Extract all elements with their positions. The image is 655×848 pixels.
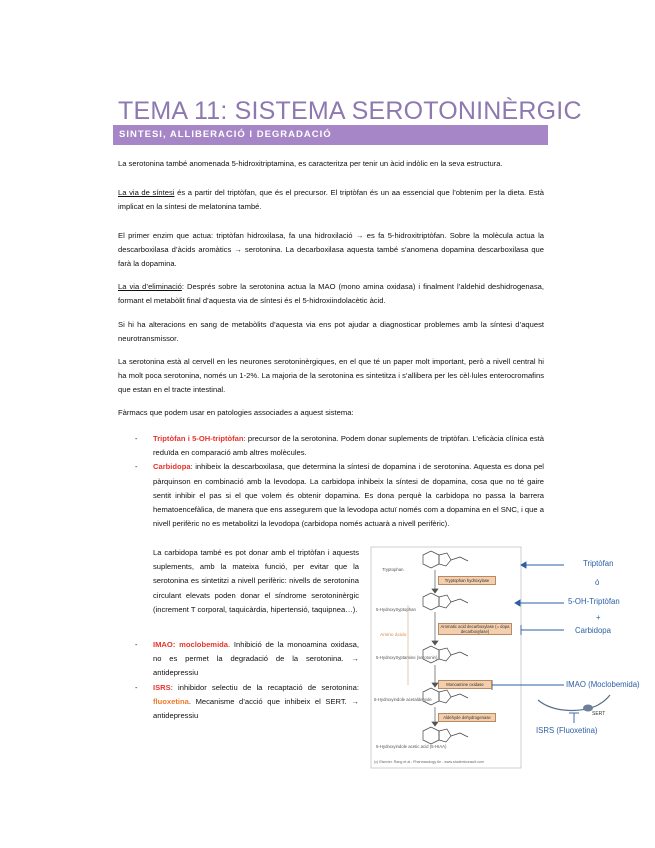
paragraph-location: La serotonina està al cervell en les neurones serotoninèrgiques, en el que té un paper molt important, però a nivell central hi ha molt poca serotonina, només un 1-2%. La majoria de la serotonina es sintetitza i s’allibera per les cèl·lules enterocromafins que estan en el tracte intestinal. (118, 357, 544, 395)
paragraph-elimination (118, 280, 544, 308)
annotation-sert: SERT (592, 711, 606, 717)
elimination-label: La via d’eliminació (118, 282, 182, 291)
annotation-carbidopa: Carbidopa (575, 626, 611, 635)
paragraph-intro: La serotonina també anomenada 5-hidroxitriptamina, es caracteritza per tenir un àcid indòlic en la seva estructura. (118, 159, 503, 168)
serotonin-pathway-figure (368, 545, 640, 771)
drug-list (118, 432, 544, 531)
annotation-o: ó (595, 578, 600, 587)
drug-description: . Inhibició de la monoamina oxidasa, no es permet la degradació de la serotonina. → antidepressiu (153, 640, 359, 678)
enzyme-aromatic-decarboxylase: Aromatic acid decarboxylase (= dopa decarboxylase) (438, 623, 512, 635)
label-aldehyde: 5-Hydroxyindole acetaldehyde (374, 697, 432, 702)
drug-item-isrs (118, 681, 359, 724)
annotation-triptofan: Triptòfan (583, 559, 614, 568)
drug-name: ISRS (153, 682, 171, 692)
annotation-plus: + (596, 613, 601, 622)
drug-description: : inhibeix la descarboxilasa, que determina la síntesi de dopamina i de serotonina. Aquesta es dona pel pàrquinson en combinació amb la levodopa. La carbidopa inhibeix la síntesi de dopamina, cosa que no té gaire sentit inhibir el pas si el que volem és obtenir dopamina. Es dona perquè la carbidopa no passa la barrera hematoencefàlica, de manera que ens assegurem que la levodopa actuï només com a dopamina en el SNC, i que a nivell perifèric no es metabolitzi la levodopa (carbidopa només actuarà a nivell perifèric). (153, 462, 544, 529)
annotation-5oh-triptofan: 5-OH-Triptòfan (568, 597, 620, 606)
drug-fluoxetina: fluoxetina (153, 696, 189, 706)
label-tryptophan: Tryptophan (382, 567, 404, 572)
annotation-isrs: ISRS (Fluoxetina) (536, 726, 598, 735)
enzyme-aldehyde-dehydrogenase: Aldehyde dehydrogenase (438, 713, 496, 722)
drug-carbidopa-continuation: La carbidopa també es pot donar amb el triptòfan i aquests suplements, amb la mateixa funció, per evitar que la serotonina es sintetitzi a nivell perifèric: nivells de serotonina circulant elevats poden donar el síndrome serotoninèrgic (increment T corporal, taquicàrdia, hipertensió, taquipnea…). (153, 548, 359, 614)
paragraph-enzymes: El primer enzim que actua: triptòfan hidroxilasa, fa una hidroxilació → es fa 5-hidroxitriptòfan. Sobre la molècula actua la descarboxilasa d’àcids aromàtics → serotonina. La decarboxilasa aquesta també s’anomena dopamina descarboxilasa que farà la dopamina. (118, 231, 544, 269)
drug-item-triptofan (118, 432, 544, 460)
drug-item-imao (118, 638, 359, 681)
label-5hiaa: 5-Hydroxyindole acetic acid (5-HIAA) (376, 744, 447, 749)
drug-item-carbidopa (118, 460, 544, 531)
elimination-text: : Després sobre la serotonina actua la MAO (mono amina oxidasa) i finalment l’aldehid deshidrogenasa, formant el metabòlit final d’aquesta via de síntesi és el 5-hidroxiindolacètic àcid. (118, 282, 544, 306)
synthesis-text: és a partir del triptòfan, que és el precursor. El triptòfan és un aa essencial que l’obtenim per la dieta. Està implicat en la síntesi de melatonina també. (118, 188, 544, 212)
drug-description-end: . Mecanisme d’acció que inhibeix el SERT. → antidepressiu (153, 696, 359, 721)
drug-name: Carbidopa (153, 462, 191, 472)
drug-name: IMAO: moclobemida (153, 640, 229, 649)
label-5htp: 5-Hydroxytryptophan (376, 607, 416, 612)
section-heading: SINTESI, ALLIBERACIÓ I DEGRADACIÓ (113, 125, 548, 145)
page-title: TEMA 11: SISTEMA SEROTONINÈRGIC (118, 96, 582, 125)
label-serotonin: 5-Hydroxytryptamine (serotonin) (376, 655, 438, 660)
paragraph-diagnosis: Si hi ha alteracions en sang de metabòlits d’aquesta via ens pot ajudar a diagnosticar problemes amb la síntesi d’aquest neurotransmissor. (118, 320, 544, 344)
annotation-imao: IMAO (Moclobemida) (566, 680, 640, 689)
synthesis-label: La via de síntesi (118, 188, 175, 197)
drug-description: : inhibidor selectiu de la recaptació de serotonina: (170, 682, 359, 692)
enzyme-tryptophan-hydroxylase: Tryptophan hydroxylase (438, 576, 496, 585)
label-amino-acid: Amino ácido (380, 633, 407, 638)
drug-description: : precursor de la serotonina. Podem donar suplements de triptòfan. L’eficàcia clínica està reduïda en comparació amb altres molècules. (153, 434, 544, 458)
enzyme-monoamine-oxidase: Monoamine oxidase (438, 680, 492, 689)
drug-name: Triptòfan i 5-OH-triptòfan (153, 434, 244, 443)
paragraph-synthesis (118, 186, 544, 214)
figure-credit: (c) Elsevier. Rang et al.: Pharmacology 6e - www.studentconsult.com (374, 760, 484, 764)
membrane-curve (538, 695, 610, 710)
paragraph-drugs-intro: Fàrmacs que podem usar en patologies associades a aquest sistema: (118, 408, 354, 417)
